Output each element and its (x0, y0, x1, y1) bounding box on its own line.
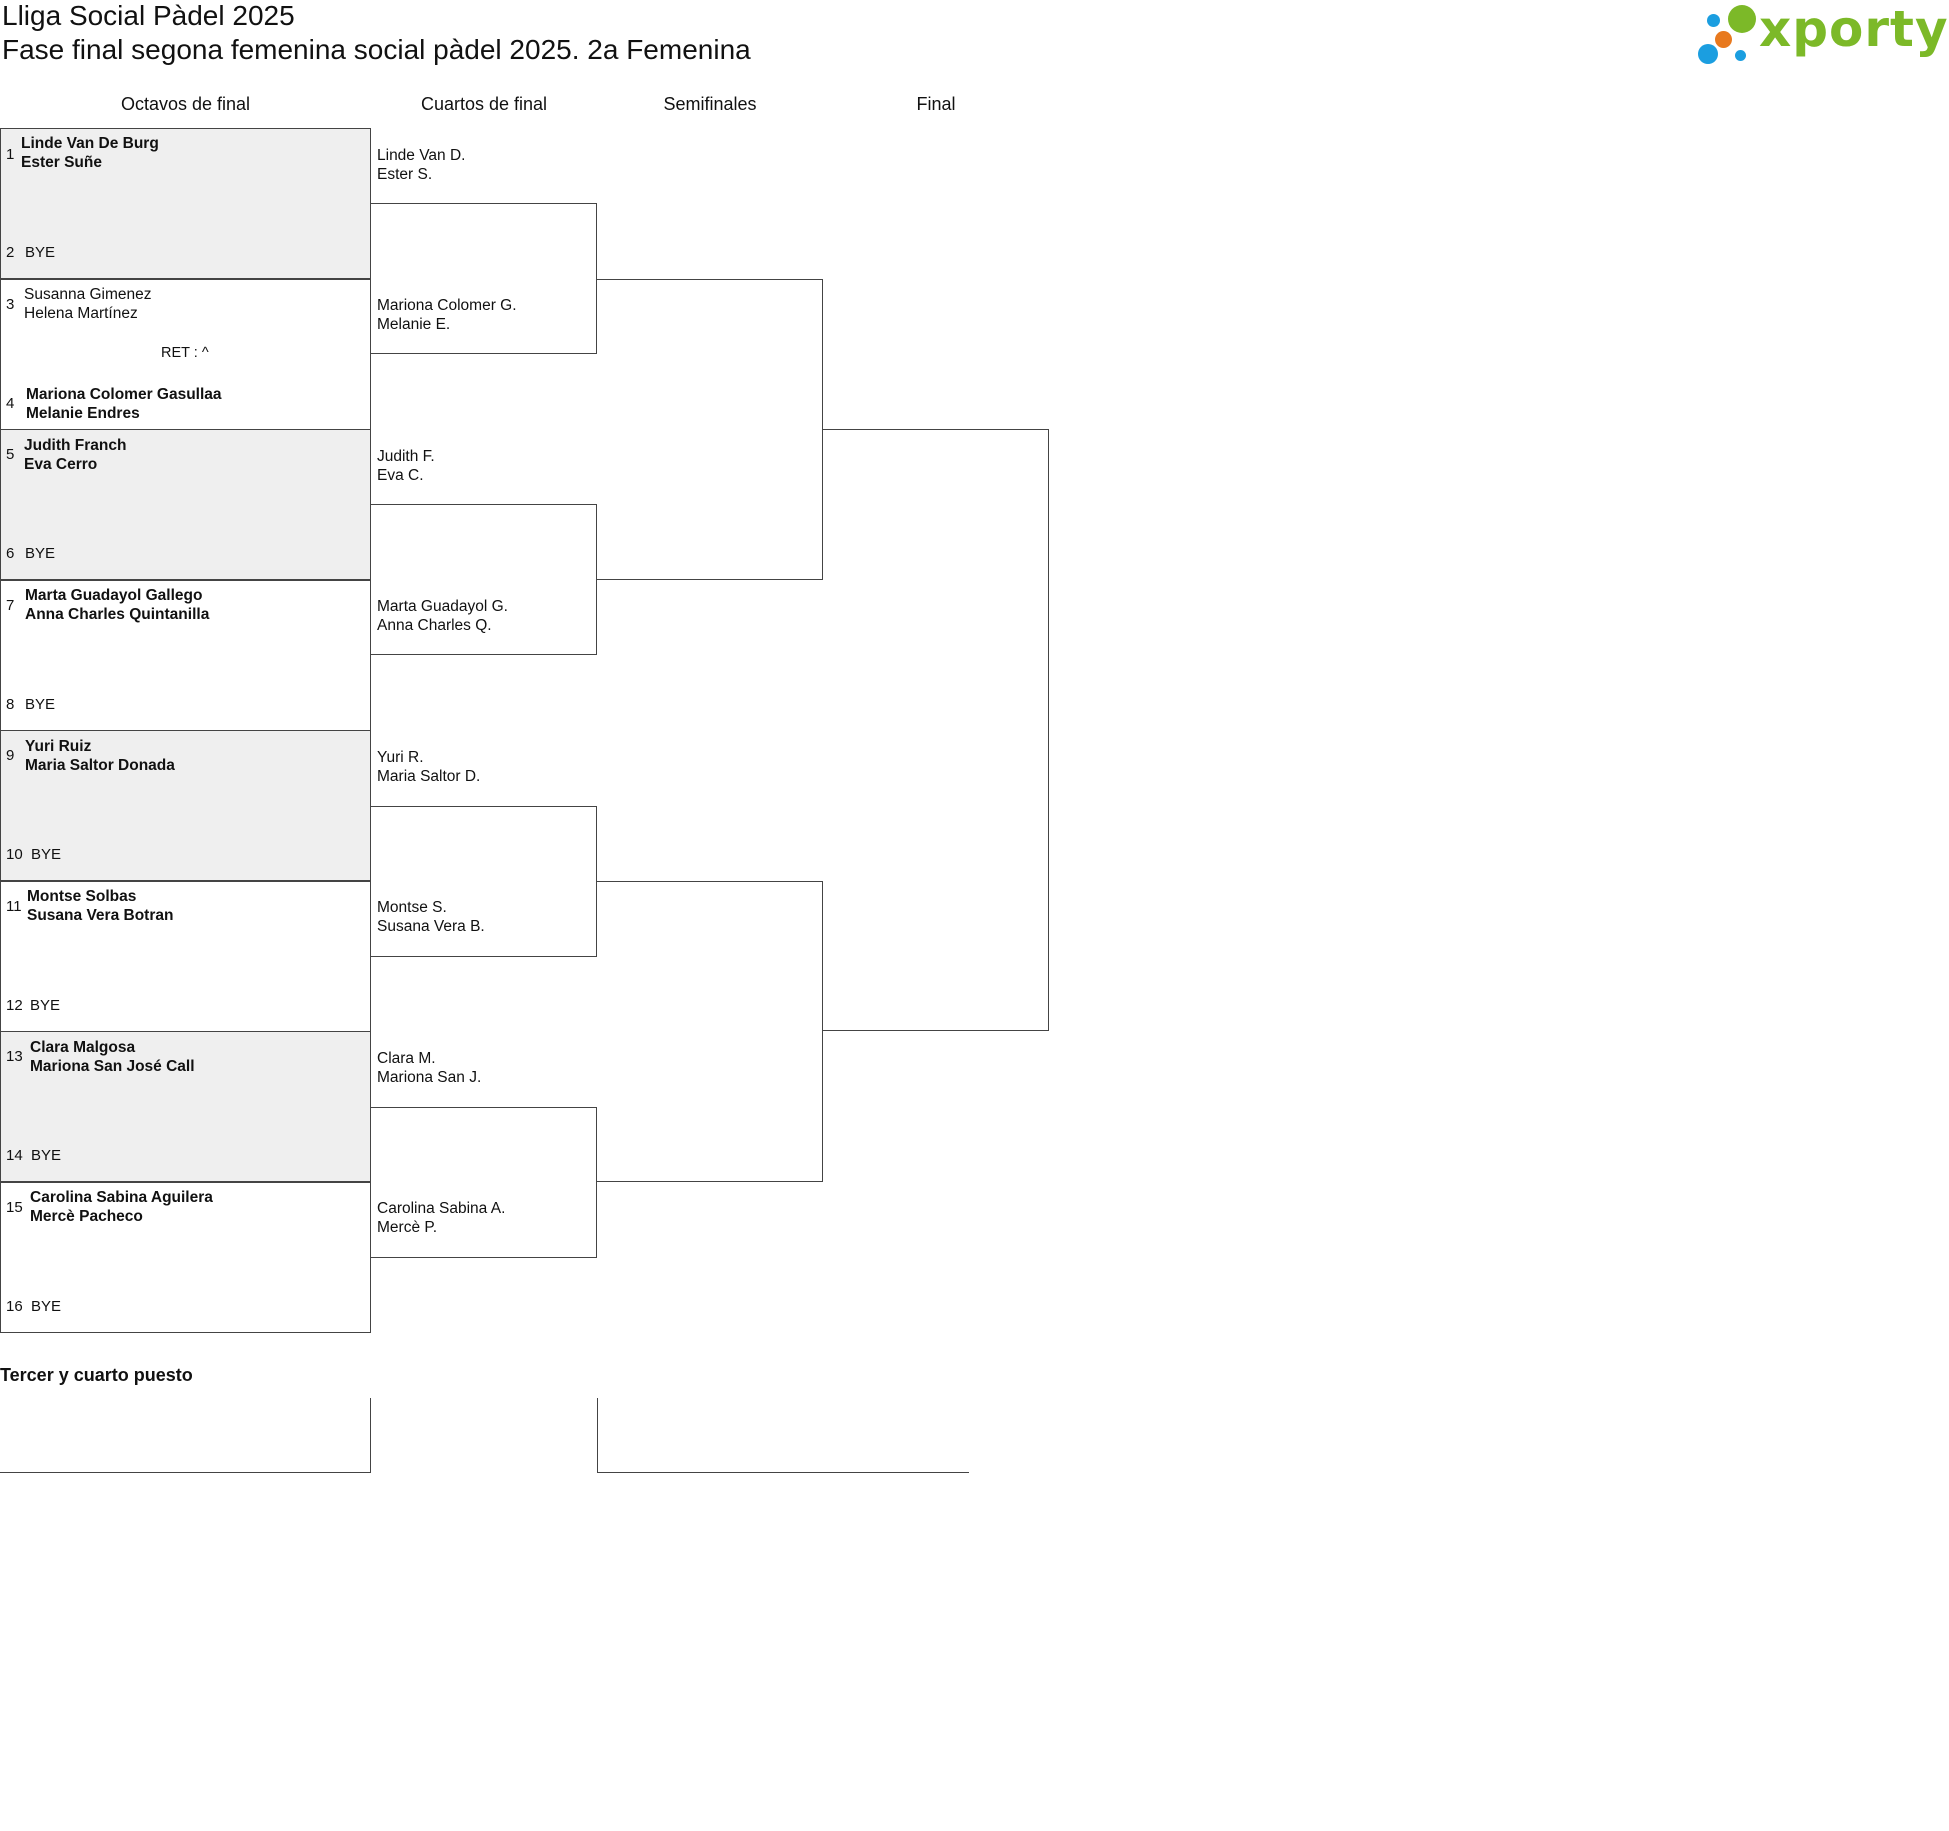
player-name: Clara Malgosa (30, 1039, 136, 1056)
logo-dot-blue-large (1698, 44, 1718, 64)
seed-number: 16 (6, 1298, 23, 1315)
third-place-title: Tercer y cuarto puesto (0, 1365, 193, 1385)
qualifier-name: Mercè P. (377, 1219, 438, 1236)
qualifier-name: Susana Vera B. (377, 918, 485, 935)
bye-label: BYE (30, 997, 61, 1014)
player-name: Susanna Gimenez (24, 286, 152, 303)
qualifier-name: Mariona San J. (377, 1069, 482, 1086)
player-name: Yuri Ruiz (25, 738, 92, 755)
seed-number: 7 (6, 597, 15, 614)
logo-dot-blue-small (1707, 14, 1720, 27)
third-place-line-2 (597, 1472, 969, 1473)
qualifier-name: Carolina Sabina A. (377, 1200, 506, 1217)
player-name: Carolina Sabina Aguilera (30, 1189, 213, 1206)
player-name: Melanie Endres (26, 405, 140, 422)
player-name: Maria Saltor Donada (25, 757, 175, 774)
qualifier-name: Yuri R. (377, 749, 424, 766)
page-subtitle: Fase final segona femenina social pàdel 2025. 2a Femenina (2, 34, 751, 65)
seed-number: 10 (6, 846, 23, 863)
player-name: Judith Franch (24, 437, 127, 454)
logo-dot-blue-tiny (1735, 50, 1746, 61)
qualifier-name: Judith F. (377, 448, 435, 465)
seed-number: 1 (6, 146, 15, 163)
player-name: Mercè Pacheco (30, 1208, 143, 1225)
xporty-logo (1692, 0, 1949, 72)
player-name: Eva Cerro (24, 456, 98, 473)
logo-dot-orange (1715, 31, 1732, 48)
seed-number: 9 (6, 747, 15, 764)
seed-number: 3 (6, 296, 15, 313)
seed-number: 4 (6, 395, 15, 412)
round-title-octavos: Octavos de final (120, 94, 251, 114)
qualifier-name: Linde Van D. (377, 147, 466, 164)
player-name: Anna Charles Quintanilla (25, 606, 210, 623)
bracket-connector-final (823, 429, 1049, 1031)
retired-note: RET : ^ (161, 345, 209, 361)
round-title-semifinales: Semifinales (663, 94, 757, 114)
player-name: Montse Solbas (27, 888, 137, 905)
seed-number: 8 (6, 696, 15, 713)
qualifier-name: Anna Charles Q. (377, 617, 492, 634)
seed-number: 2 (6, 244, 15, 261)
bye-label: BYE (25, 696, 56, 713)
player-name: Marta Guadayol Gallego (25, 587, 203, 604)
logo-dot-green (1728, 5, 1756, 33)
seed-number: 12 (6, 997, 23, 1014)
player-name: Ester Suñe (21, 154, 102, 171)
qualifier-name: Mariona Colomer G. (377, 297, 517, 314)
player-name: Mariona Colomer Gasullaa (26, 386, 222, 403)
seed-number: 6 (6, 545, 15, 562)
qualifier-name: Ester S. (377, 166, 433, 183)
bracket-connector-sf-2 (597, 881, 823, 1182)
qualifier-name: Eva C. (377, 467, 424, 484)
round-title-cuartos: Cuartos de final (420, 94, 548, 114)
round-title-final: Final (916, 94, 956, 114)
bye-label: BYE (31, 1298, 62, 1315)
bye-label: BYE (31, 846, 62, 863)
player-name: Susana Vera Botran (27, 907, 174, 924)
bye-label: BYE (31, 1147, 62, 1164)
third-place-connector-2 (597, 1398, 598, 1473)
qualifier-name: Maria Saltor D. (377, 768, 481, 785)
third-place-connector-1 (370, 1398, 371, 1473)
seed-number: 5 (6, 446, 15, 463)
bracket-connector-sf-1 (597, 279, 823, 580)
player-name: Mariona San José Call (30, 1058, 195, 1075)
logo-wordmark: xporty (1759, 0, 1949, 58)
seed-number: 11 (6, 898, 22, 915)
player-name: Helena Martínez (24, 305, 138, 322)
qualifier-name: Melanie E. (377, 316, 451, 333)
seed-number: 15 (6, 1199, 23, 1216)
page-title: Lliga Social Pàdel 2025 (2, 0, 295, 31)
seed-number: 14 (6, 1147, 23, 1164)
bye-label: BYE (25, 545, 56, 562)
player-name: Linde Van De Burg (21, 135, 159, 152)
third-place-line-1 (0, 1472, 371, 1473)
seed-number: 13 (6, 1048, 23, 1065)
qualifier-name: Marta Guadayol G. (377, 598, 508, 615)
bye-label: BYE (25, 244, 56, 261)
qualifier-name: Montse S. (377, 899, 447, 916)
qualifier-name: Clara M. (377, 1050, 436, 1067)
